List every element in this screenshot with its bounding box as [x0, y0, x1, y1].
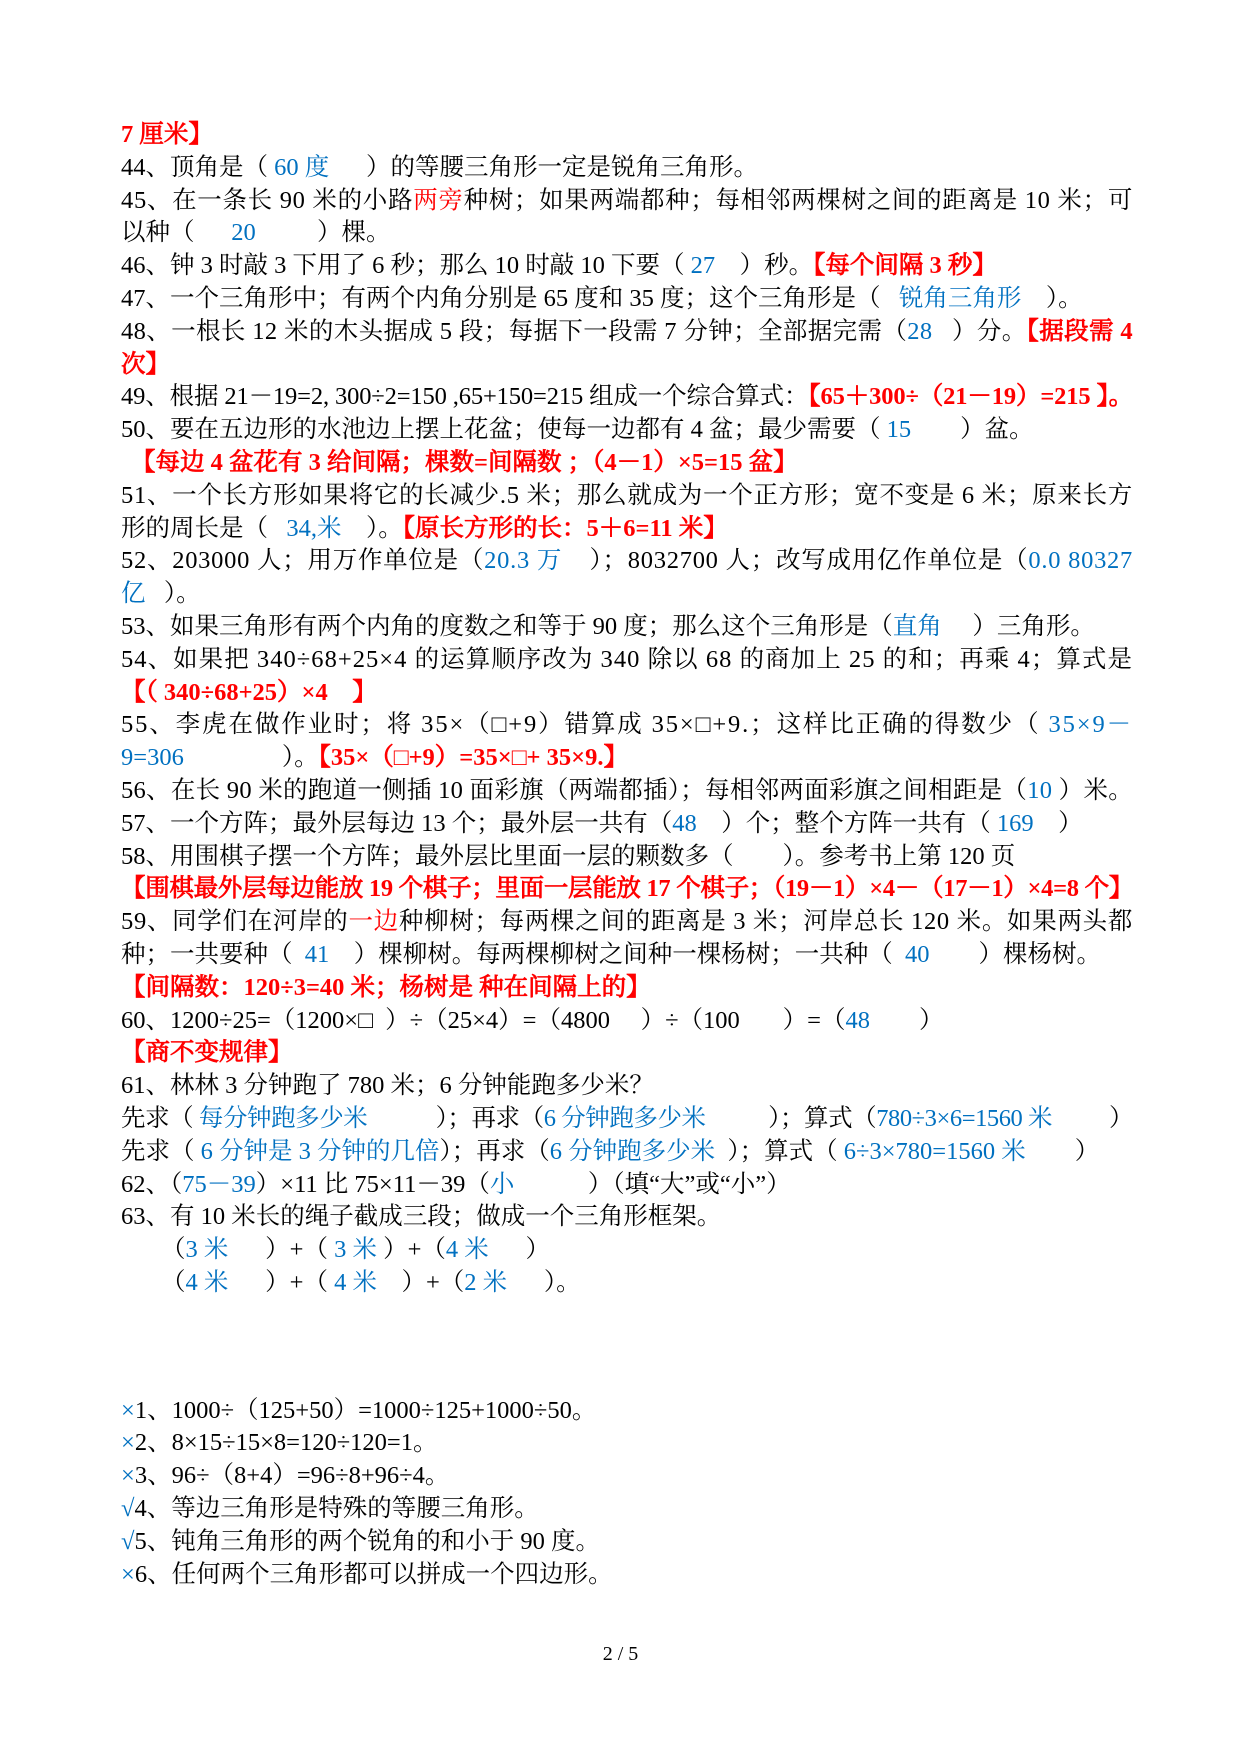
answer-text: 4 米	[185, 1268, 229, 1296]
question-text: 55、李虎在做作业时；将 35×（□+9）错算成 35×□+9.；这样比正确的得数少（	[121, 711, 1049, 739]
answer-text: ×	[121, 1462, 135, 1490]
question-text: 60、1200÷25=（1200×□ ）÷（25×4）=（4800 ）÷（100 ）=（	[121, 1006, 846, 1034]
question-text: 44、顶角是（	[121, 153, 275, 181]
question-text: ）。	[145, 580, 201, 608]
question-63-answer-2	[121, 1267, 1133, 1300]
line-text	[121, 187, 1133, 214]
highlight-text: 两旁	[413, 186, 464, 214]
answer-text: 169	[996, 809, 1034, 837]
question-61	[121, 1070, 1133, 1103]
true-false-list	[121, 1395, 1133, 1592]
question-text: 57、一个方阵；最外层每边 13 个；最外层一共有（	[121, 809, 673, 837]
line-text	[121, 941, 1101, 968]
line-text	[121, 843, 1015, 870]
question-54	[121, 644, 1133, 677]
question-text: 53、如果三角形有两个内角的度数之和等于 90 度；那么这个三角形是（	[121, 612, 893, 640]
question-text: ）	[1025, 1137, 1100, 1165]
line-text	[121, 908, 1133, 935]
question-text: （	[161, 1268, 186, 1296]
line-text	[121, 580, 201, 607]
question-text: ）棵柳树。每两棵柳树之间种一棵杨树；一共种（	[329, 940, 905, 968]
question-text: 58、用围棋子摆一个方阵；最外层比里面一层的颗数多（ ）。参考书上第 120 页	[121, 842, 1016, 870]
line-text	[121, 285, 1083, 312]
line-text	[121, 1495, 539, 1522]
question-text: ）；再求（	[367, 1104, 544, 1132]
question-text: 4、等边三角形是特殊的等腰三角形。	[134, 1495, 539, 1523]
note-continuation	[121, 119, 1133, 152]
line-text	[121, 1203, 721, 1230]
question-text: 先求（	[121, 1104, 199, 1132]
answer-text: 48	[845, 1006, 870, 1034]
judge-item-2	[121, 1427, 1133, 1460]
note-50	[121, 447, 1133, 480]
line-text	[121, 1397, 596, 1424]
page-number: 2 / 5	[602, 1643, 639, 1665]
question-text: 54、如果把 340÷68+25×4 的运算顺序改为 340 除以 68 的商加上 25 的和；再乘 4；算式是	[121, 645, 1133, 673]
answer-text: 锐角三角形	[898, 284, 1022, 312]
question-61-method-1	[121, 1103, 1133, 1136]
question-text: ）；再求（	[439, 1137, 550, 1165]
answer-text: 41	[304, 940, 330, 968]
note-text: 【围棋最外层每边能放 19 个棋子；里面一层能放 17 个棋子；（19－1）×4－（17－1）×4=8 个】	[121, 875, 1133, 903]
question-text: ）；8032700 人；改写成用亿作单位是（	[562, 547, 1029, 575]
question-57	[121, 808, 1133, 841]
note-58	[121, 873, 1133, 906]
question-48	[121, 316, 1133, 349]
question-54-cont	[121, 677, 1133, 710]
question-text: 46、钟 3 时敲 3 下用了 6 秒；那么 10 时敲 10 下要（	[121, 252, 691, 280]
note-text: 【35×（□+9）=35×□+ 35×9.】	[318, 744, 628, 772]
line-text	[121, 744, 628, 771]
question-text: ）	[869, 1006, 944, 1034]
question-text: 种柳树；每两棵之间的距离是 3 米；河岸总长 120 米。如果两头都	[398, 908, 1134, 936]
question-text: 51、一个长方形如果将它的长减少.5 米；那么就成为一个正方形；宽不变是 6 米；原来长方	[121, 481, 1133, 509]
line-text	[121, 351, 170, 378]
line-text	[121, 1072, 654, 1099]
line-text	[121, 1171, 791, 1198]
answer-text: √	[121, 1495, 135, 1523]
question-60	[121, 1005, 1133, 1038]
note-text: 【（ 340÷68+25）×4 】	[121, 678, 377, 706]
question-text: ）+（	[228, 1268, 335, 1296]
answer-text: ×	[121, 1560, 135, 1588]
line-text	[121, 875, 1133, 902]
question-50	[121, 414, 1133, 447]
note-text: 【65＋300÷（21－19）=215 】。	[808, 383, 1134, 411]
question-text: ）（填“大”或“小”）	[514, 1170, 791, 1198]
line-text	[121, 1105, 1133, 1132]
line-text	[121, 711, 1133, 738]
question-63	[121, 1201, 1133, 1234]
judge-item-3	[121, 1460, 1133, 1493]
question-text: ）+（	[376, 1268, 465, 1296]
line-text	[121, 515, 728, 542]
line-text	[121, 646, 1133, 673]
answer-text: 9=306	[121, 744, 184, 772]
answer-text: 3 米	[334, 1236, 377, 1264]
line-text	[121, 1429, 438, 1456]
question-text: ）棵。	[255, 219, 391, 247]
question-45-cont	[121, 217, 1133, 250]
question-44	[121, 152, 1133, 185]
answer-text: 6 分钟是 3 分钟的几倍	[200, 1137, 440, 1165]
answer-text: 20	[231, 219, 256, 247]
line-text	[121, 1528, 600, 1555]
question-text: ）+（	[228, 1236, 335, 1264]
line-text	[121, 974, 651, 1001]
question-text: ）三角形。	[941, 612, 1095, 640]
answer-text: 60 度	[274, 153, 330, 181]
question-text: 形的周长是（	[121, 514, 287, 542]
question-text: 50、要在五边形的水池边上摆上花盆；使每一边都有 4 盆；最少需要（	[121, 416, 887, 444]
question-46	[121, 250, 1133, 283]
note-text: 【每个间隔 3 秒】	[813, 252, 997, 280]
line-text	[121, 416, 1034, 443]
question-62	[121, 1169, 1133, 1202]
judge-item-4	[121, 1493, 1133, 1526]
line-text	[121, 318, 1133, 345]
note-text: 7 厘米】	[121, 121, 213, 148]
question-list	[121, 119, 1133, 1591]
question-text: 48、一根长 12 米的木头据成 5 段；每据下一段需 7 分钟；全部据完需（	[121, 317, 908, 345]
question-text: ）。	[341, 514, 403, 542]
note-60	[121, 1037, 1133, 1070]
question-text: ）的等腰三角形一定是锐角三角形。	[329, 153, 758, 181]
question-text: 1、1000÷（125+50）=1000÷125+1000÷50。	[134, 1396, 597, 1424]
answer-text: 6 分钟跑多少米	[543, 1104, 706, 1132]
question-text: ）；算式（	[715, 1137, 844, 1165]
question-text: 63、有 10 米长的绳子截成三段；做成一个三角形框架。	[121, 1203, 722, 1231]
question-47	[121, 283, 1133, 316]
question-text: ）秒。	[715, 252, 814, 280]
question-text: 先求（	[121, 1137, 201, 1165]
judge-item-1	[121, 1395, 1133, 1428]
answer-text: 10	[1027, 776, 1053, 804]
question-text: ）。	[183, 744, 319, 772]
question-51	[121, 480, 1133, 513]
note-text: 【据段需 4	[1026, 317, 1134, 345]
question-text: （	[161, 1236, 186, 1264]
note-text: 【每边 4 盆花有 3 给间隔；棵数=间隔数 ；（4－1）×5=15 盆】	[131, 448, 798, 476]
question-text: ）个；整个方阵一共有（	[696, 809, 997, 837]
answer-text: 直角	[892, 612, 942, 640]
question-55	[121, 709, 1133, 742]
answer-text: 4 米	[334, 1268, 377, 1296]
question-text: ）+（	[376, 1236, 446, 1264]
question-52-cont	[121, 578, 1133, 611]
highlight-text: 一边	[348, 908, 399, 936]
question-text: 47、一个三角形中；有两个内角分别是 65 度和 35 度；这个三角形是（	[121, 284, 899, 312]
line-text	[121, 1462, 449, 1489]
question-text: ）米。	[1052, 776, 1134, 804]
line-text	[121, 482, 1133, 509]
answer-text: 34,米	[286, 514, 342, 542]
line-text	[121, 121, 213, 148]
question-text: 以种（	[121, 219, 232, 247]
question-text: ）×11 比 75×11－39（	[255, 1170, 490, 1198]
line-text	[131, 449, 798, 476]
question-56	[121, 775, 1133, 808]
question-text: 种树；如果两端都种；每相邻两棵树之间的距离是 10 米；可	[463, 186, 1134, 214]
answer-text: ×	[121, 1429, 135, 1457]
answer-text: ×	[121, 1396, 135, 1424]
line-text	[121, 1007, 943, 1034]
answer-text: 6 分钟跑多少米	[549, 1137, 716, 1165]
question-text: ）	[488, 1236, 551, 1264]
note-text: 【原长方形的长：5＋6=11 米】	[402, 514, 728, 542]
note-text: 次】	[121, 350, 170, 378]
line-text	[121, 613, 1095, 640]
question-text: 5、钝角三角形的两个锐角的和小于 90 度。	[134, 1527, 600, 1555]
answer-text: 4 米	[445, 1236, 489, 1264]
answer-text: 小	[489, 1170, 515, 1198]
line-text	[121, 679, 377, 706]
answer-text: 每分钟跑多少米	[198, 1104, 368, 1132]
question-text: 3、96÷（8+4）=96÷8+96÷4。	[134, 1462, 450, 1490]
question-59-cont	[121, 939, 1133, 972]
line-text	[161, 1236, 550, 1263]
question-text: ）	[1033, 809, 1083, 837]
question-text: 6、任何两个三角形都可以拼成一个四边形。	[134, 1560, 613, 1588]
question-48-cont	[121, 349, 1133, 382]
question-45	[121, 185, 1133, 218]
question-text: ）棵杨树。	[929, 940, 1101, 968]
question-58	[121, 841, 1133, 874]
note-59	[121, 972, 1133, 1005]
question-text: ）分。	[932, 317, 1027, 345]
line-text	[121, 252, 997, 279]
question-text: ）。	[507, 1268, 581, 1296]
answer-text: 48	[672, 809, 697, 837]
line-text	[121, 777, 1133, 804]
question-text: 59、同学们在河岸的	[121, 908, 349, 936]
line-text	[121, 547, 1133, 574]
line-text	[121, 154, 758, 181]
line-text	[121, 1561, 613, 1588]
question-text: ）	[1052, 1104, 1134, 1132]
question-59	[121, 906, 1133, 939]
question-text: 62、（	[121, 1170, 183, 1198]
line-text	[121, 1039, 293, 1066]
answer-text: 0.0 80327	[1028, 547, 1134, 575]
line-text	[161, 1269, 581, 1296]
answer-text: 亿	[121, 580, 146, 608]
answer-text: 75－39	[182, 1170, 256, 1198]
question-63-answer-1	[121, 1234, 1133, 1267]
answer-text: 2 米	[464, 1268, 508, 1296]
question-text: 61、林林 3 分钟跑了 780 米；6 分钟能跑多少米？	[121, 1072, 654, 1100]
answer-text: 35×9－	[1048, 711, 1133, 739]
question-text: 45、在一条长 90 米的小路	[121, 186, 414, 214]
question-text: 49、根据 21－19=2, 300÷2=150 ,65+150=215 组成一个综合算式：	[121, 383, 809, 411]
question-55-cont	[121, 742, 1133, 775]
question-text: 种；一共要种（	[121, 940, 305, 968]
line-text	[121, 1138, 1099, 1165]
judge-item-5	[121, 1526, 1133, 1559]
question-61-method-2	[121, 1136, 1133, 1169]
line-text	[121, 810, 1083, 837]
judge-item-6	[121, 1559, 1133, 1592]
answer-text: 780÷3×6=1560 米	[876, 1104, 1053, 1132]
line-text	[121, 219, 391, 246]
question-51-cont	[121, 513, 1133, 546]
question-text: ）。	[1021, 284, 1083, 312]
answer-text: 27	[690, 252, 716, 280]
answer-text: 40	[905, 940, 930, 968]
question-text: ）盆。	[911, 416, 1034, 444]
answer-text: 15	[886, 416, 912, 444]
answer-text: 6÷3×780=1560 米	[843, 1137, 1026, 1165]
question-52	[121, 545, 1133, 578]
question-53	[121, 611, 1133, 644]
question-text: 2、8×15÷15×8=120÷120=1。	[134, 1429, 438, 1457]
answer-text: 3 米	[185, 1236, 229, 1264]
answer-text: 28	[907, 317, 933, 345]
question-49	[121, 381, 1133, 414]
question-text: 52、203000 人；用万作单位是（	[121, 547, 485, 575]
note-text: 【商不变规律】	[121, 1039, 293, 1067]
note-text: 【间隔数：120÷3=40 米；杨树是 种在间隔上的】	[121, 973, 651, 1001]
line-text	[121, 383, 1133, 410]
answer-text: 20.3 万	[484, 547, 563, 575]
question-text: ）；算式（	[705, 1104, 877, 1132]
question-text: 56、在长 90 米的跑道一侧插 10 面彩旗（两端都插）；每相邻两面彩旗之间相距是（	[121, 776, 1028, 804]
answer-text: √	[121, 1527, 135, 1555]
